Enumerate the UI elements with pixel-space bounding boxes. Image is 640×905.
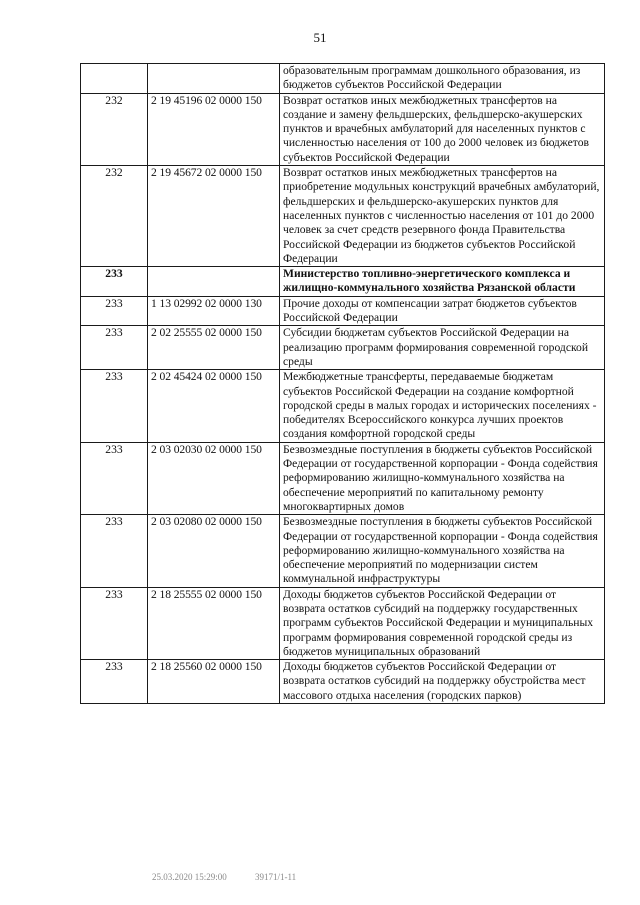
admin-code-cell: 233 — [81, 267, 148, 297]
admin-code-cell: 233 — [81, 326, 148, 370]
table-row — [81, 442, 605, 514]
income-name-cell: Возврат остатков иных межбюджетных трансфертов на создание и замену фельдшерских, фельдшерско-акушерских пунктов и врачебных амбулаторий для населенных пунктов с численностью населения от 100 до 2000 человек из бюджетов субъектов Российской Федерации — [280, 93, 605, 165]
ministry-name-cell: Министерство топливно-энергетического комплекса и жилищно-коммунального хозяйства Рязанской области — [280, 267, 605, 297]
budget-code-cell: 2 19 45196 02 0000 150 — [148, 93, 280, 165]
budget-code-cell — [148, 267, 280, 297]
page-number: 51 — [313, 30, 327, 45]
table-row — [81, 587, 605, 659]
budget-code-cell: 2 02 25555 02 0000 150 — [148, 326, 280, 370]
income-name-cell: образовательным программам дошкольного образования, из бюджетов субъектов Российской Федерации — [280, 64, 605, 94]
admin-code-cell: 233 — [81, 515, 148, 587]
budget-code-cell: 2 18 25555 02 0000 150 — [148, 587, 280, 659]
budget-code-cell: 2 18 25560 02 0000 150 — [148, 660, 280, 704]
budget-code-cell: 2 19 45672 02 0000 150 — [148, 166, 280, 267]
admin-code-cell — [81, 64, 148, 94]
budget-code-cell: 2 03 02030 02 0000 150 — [148, 442, 280, 514]
income-name-cell: Безвозмездные поступления в бюджеты субъектов Российской Федерации от государственной корпорации - Фонда содействия реформированию жилищно-коммунального хозяйства на обеспечение мероприятий по модернизации систем коммунальной инфраструктуры — [280, 515, 605, 587]
budget-code-cell: 2 03 02080 02 0000 150 — [148, 515, 280, 587]
income-name-cell: Доходы бюджетов субъектов Российской Федерации от возврата остатков субсидий на поддержку государственных программ субъектов Российской Федерации и муниципальных программ формирования современной городской среды из бюджетов муниципальных образований — [280, 587, 605, 659]
admin-code-cell: 232 — [81, 166, 148, 267]
admin-code-cell: 233 — [81, 296, 148, 326]
admin-code-cell: 233 — [81, 442, 148, 514]
admin-code-cell: 233 — [81, 370, 148, 442]
table-row — [81, 64, 605, 94]
table-row — [81, 370, 605, 442]
document-footer — [152, 872, 296, 882]
footer-doc-id: 39171/1-11 — [255, 872, 297, 882]
budget-code-cell: 2 02 45424 02 0000 150 — [148, 370, 280, 442]
table-row — [81, 166, 605, 267]
income-name-cell: Возврат остатков иных межбюджетных трансфертов на приобретение модульных конструкций врачебных амбулаторий, фельдшерских и фельдшерско-акушерских пунктов для населенных пунктов с численностью населения от 101 до 2000 человек за счет средств резервного фонда Правительства Российской Федерации из бюджетов субъектов Российской Федерации — [280, 166, 605, 267]
budget-code-cell: 1 13 02992 02 0000 130 — [148, 296, 280, 326]
admin-code-cell: 232 — [81, 93, 148, 165]
income-name-cell: Безвозмездные поступления в бюджеты субъектов Российской Федерации от государственной корпорации - Фонда содействия реформированию жилищно-коммунального хозяйства на обеспечение мероприятий по капитальному ремонту многоквартирных домов — [280, 442, 605, 514]
table-row — [81, 515, 605, 587]
income-name-cell: Межбюджетные трансферты, передаваемые бюджетам субъектов Российской Федерации на создание комфортной городской среды в малых городах и исторических поселениях - победителях Всероссийского конкурса лучших проектов создания комфортной городской среды — [280, 370, 605, 442]
table-row — [81, 93, 605, 165]
table-row — [81, 296, 605, 326]
table-row — [81, 326, 605, 370]
admin-code-cell: 233 — [81, 587, 148, 659]
footer-timestamp: 25.03.2020 15:29:00 — [152, 872, 227, 882]
income-name-cell: Субсидии бюджетам субъектов Российской Федерации на реализацию программ формирования современной городской среды — [280, 326, 605, 370]
income-codes-table — [80, 63, 605, 704]
admin-code-cell: 233 — [81, 660, 148, 704]
budget-code-cell — [148, 64, 280, 94]
income-name-cell: Прочие доходы от компенсации затрат бюджетов субъектов Российской Федерации — [280, 296, 605, 326]
ministry-header-row — [81, 267, 605, 297]
income-name-cell: Доходы бюджетов субъектов Российской Федерации от возврата остатков субсидий на поддержку обустройства мест массового отдыха населения (городских парков) — [280, 660, 605, 704]
table-row — [81, 660, 605, 704]
